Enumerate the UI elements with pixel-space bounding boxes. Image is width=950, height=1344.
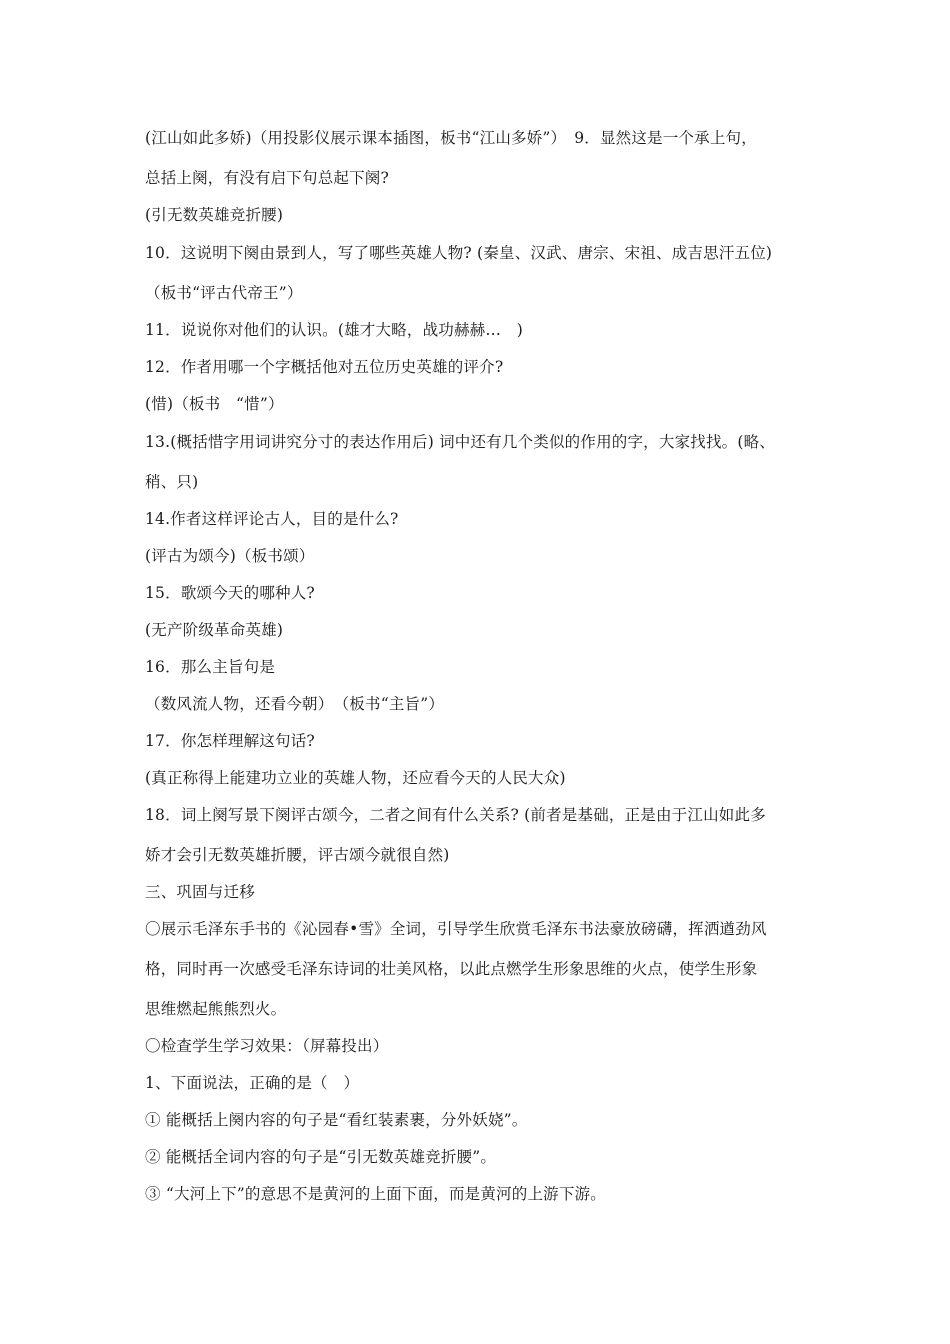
question-line: 1、下面说法，正确的是（ ）: [145, 1074, 360, 1092]
text-line: 15．歌颂今天的哪种人?: [145, 584, 315, 602]
text-line: (真正称得上能建功立业的英雄人物，还应看今天的人民大众): [145, 769, 566, 787]
text-line: 12．作者用哪一个字概括他对五位历史英雄的评介?: [145, 358, 504, 376]
text-line: （数风流人物，还看今朝） （板书“主旨”）: [145, 695, 445, 713]
text-line: 17．你怎样理解这句话?: [145, 732, 315, 750]
text-line: 格，同时再一次感受毛泽东诗词的壮美风格，以此点燃学生形象思维的火点，使学生形象: [145, 960, 758, 978]
text-line: 总括上阕，有没有启下句总起下阕?: [145, 169, 390, 187]
text-line: 思维燃起熊熊烈火。: [145, 1000, 287, 1018]
text-line: (无产阶级革命英雄): [145, 621, 284, 639]
text-line: 〇展示毛泽东手书的《沁园春•雪》全词，引导学生欣赏毛泽东书法豪放磅礴，挥洒遒劲风: [145, 920, 767, 938]
text-line: 〇检查学生学习效果：（屏幕投出）: [145, 1037, 389, 1055]
text-line: (惜)（板书 “惜”）: [145, 395, 284, 413]
text-line: (引无数英雄竞折腰): [145, 206, 284, 224]
text-line: (评古为颂今)（板书颂）: [145, 547, 315, 565]
section-heading: 三、巩固与迁移: [145, 883, 255, 901]
text-line: (江山如此多娇)（用投影仪展示课本插图，板书“江山多娇”） 9．显然这是一个承上句，: [145, 129, 757, 147]
text-line: （板书“评古代帝王”）: [145, 284, 303, 302]
text-line: 13.(概括惜字用词讲究分寸的表达作用后) 词中还有几个类似的作用的字，大家找找。(略、: [145, 433, 776, 451]
option-line: ① 能概括上阕内容的句子是“看红装素裹，分外妖娆”。: [145, 1111, 528, 1129]
text-line: 10．这说明下阕由景到人，写了哪些英雄人物? (秦皇、汉武、唐宗、宋祖、成吉思汗五位): [145, 244, 773, 262]
text-line: 11．说说你对他们的认识。(雄才大略，战功赫赫… ): [145, 321, 524, 339]
option-line: ③ “大河上下”的意思不是黄河的上面下面，而是黄河的上游下游。: [145, 1185, 606, 1203]
option-line: ② 能概括全词内容的句子是“引无数英雄竞折腰”。: [145, 1148, 497, 1166]
text-line: 稍、只): [145, 473, 199, 491]
text-line: 18．词上阕写景下阕评古颂今，二者之间有什么关系? (前者是基础，正是由于江山如此多: [145, 806, 766, 824]
text-line: 娇才会引无数英雄折腰，评古颂今就很自然): [145, 846, 450, 864]
text-line: 16．那么主旨句是: [145, 658, 276, 676]
text-line: 14.作者这样评论古人，目的是什么?: [145, 510, 399, 528]
